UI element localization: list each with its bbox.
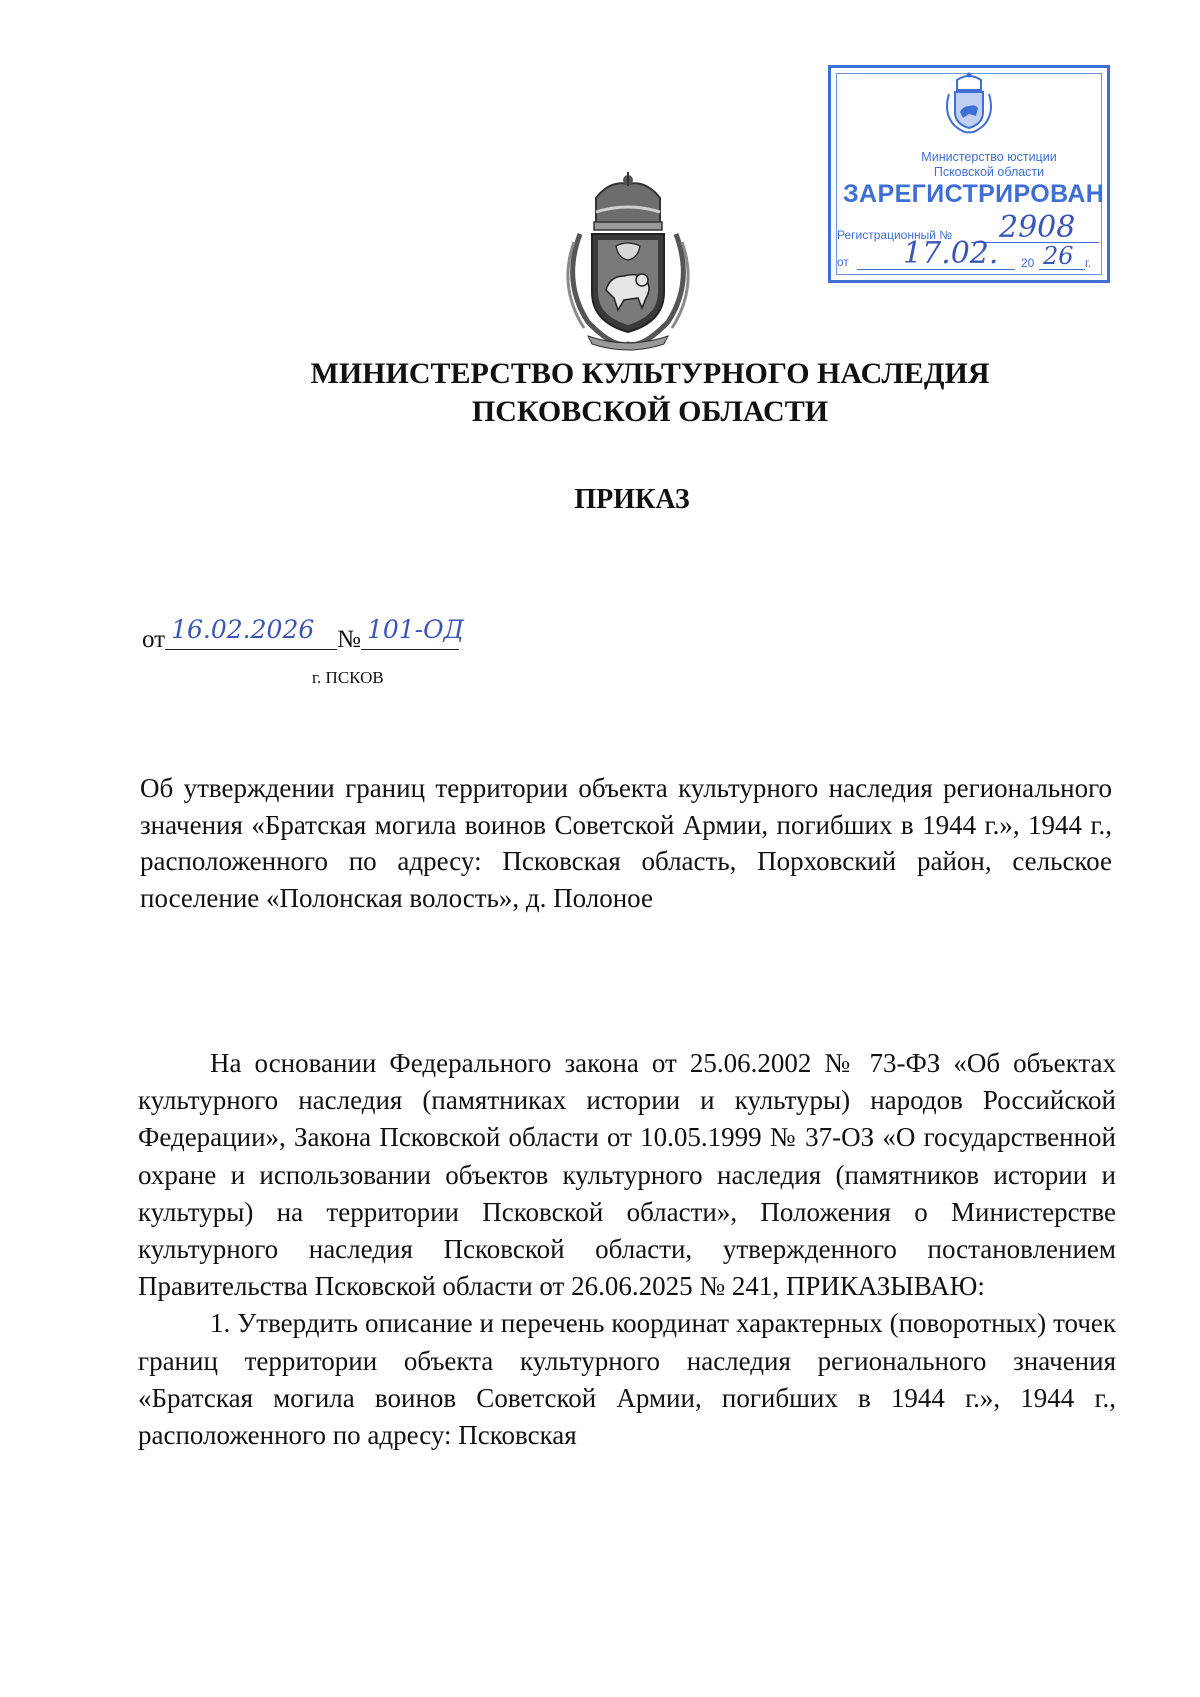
order-date-number: [142, 615, 464, 654]
pskov-coat-of-arms-small-icon: [943, 72, 995, 134]
order-number-value: 101-ОД: [366, 615, 464, 644]
order-date-prefix: от: [142, 626, 166, 653]
stamp-date-label: от: [837, 255, 849, 269]
body-paragraph-basis: На основании Федерального закона от 25.06.2002 № 73-ФЗ «Об объектах культурного наследия (памятниках истории и культуры) народов Российской Федерации», Закона Псковской области от 10.05.1999 № 37-ОЗ «О государственной охране и использовании объектов культурного наследия (памятников истории и культуры) на территории Псковской области», Положения о Министерстве культурного наследия Псковской области, утвержденного постановлением Правительства Псковской области от 26.06.2025 № 241, ПРИКАЗЫВАЮ:: [138, 1048, 1116, 1302]
stamp-reg-label: Регистрационный №: [837, 228, 953, 242]
order-number-label: №: [337, 626, 361, 653]
ministry-name-line1: МИНИСТЕРСТВО КУЛЬТУРНОГО НАСЛЕДИЯ: [310, 357, 990, 390]
document-type-title: ПРИКАЗ: [574, 484, 690, 515]
stamp-title: ЗАРЕГИСТРИРОВАН: [843, 180, 1105, 208]
stamp-date-value: 17.02.: [903, 236, 999, 271]
stamp-reg-number: 2908: [999, 210, 1076, 245]
order-city: г. ПСКОВ: [312, 668, 384, 687]
order-date-field: [165, 615, 337, 650]
order-subject: Об утверждении границ территории объекта культурного наследия регионального значения «Братская могила воинов Советской Армии, погибших в 1944 г.», 1944 г., расположенного по адресу: Псковская область, Порховский район, сельское поселение «Полонская волость», д. Полоное: [140, 773, 1112, 913]
order-number-field: [361, 615, 464, 650]
registration-stamp: [828, 65, 1110, 283]
stamp-org-line1: Министерство юстиции: [921, 150, 1057, 164]
stamp-year-end: г.: [1085, 256, 1092, 270]
pskov-coat-of-arms-icon: [558, 172, 698, 352]
order-body: [138, 1045, 1116, 1454]
stamp-org-line2: Псковской области: [933, 165, 1045, 179]
stamp-year-prefix: 20: [1021, 256, 1035, 270]
order-date-value: 16.02.2026: [171, 615, 315, 644]
stamp-year-suffix: 26: [1043, 242, 1074, 270]
ministry-name-line2: ПСКОВСКОЙ ОБЛАСТИ: [471, 395, 829, 428]
body-paragraph-item-1: 1. Утвердить описание и перечень координат характерных (поворотных) точек границ территории объекта культурного наследия регионального значения «Братская могила воинов Советской Армии, погибших в 1944 г.», 1944 г., расположенного по адресу: Псковская: [138, 1308, 1116, 1451]
